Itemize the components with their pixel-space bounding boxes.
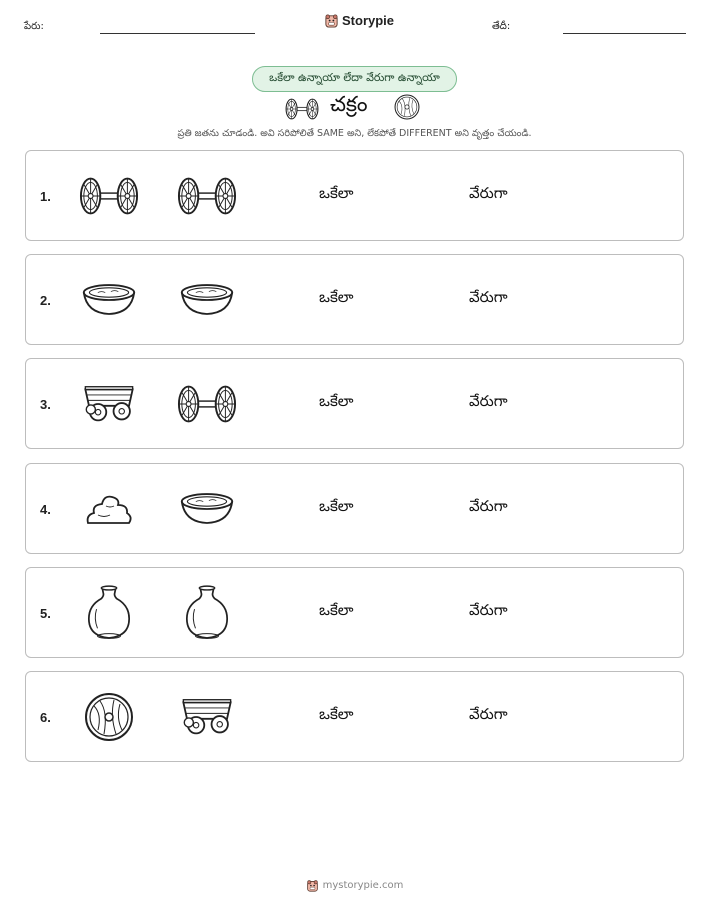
topic-pill: ఒకేలా ఉన్నాయా లేదా వేరుగా ఉన్నాయా [252,66,457,92]
date-label: తేదీ: [492,21,511,32]
pot-icon [85,584,133,642]
left-picture [78,694,140,740]
question-number: 5. [40,606,51,621]
date-field-line[interactable] [563,33,686,34]
name-field-line[interactable] [100,33,255,34]
same-option[interactable]: ఒకేలా [319,392,354,410]
different-option[interactable]: వేరుగా [469,601,508,619]
axle-wheels-icon [177,176,237,216]
different-option[interactable]: వేరుగా [469,497,508,515]
question-row [25,254,684,345]
different-option[interactable]: వేరుగా [469,184,508,202]
right-picture [176,381,238,427]
question-row [25,358,684,449]
wooden-wheel-icon [394,94,420,120]
footer-url: mystorypie.com [322,880,404,891]
name-label: పేరు: [24,21,44,32]
worksheet-header [0,0,709,40]
question-row [25,567,684,658]
left-picture [78,486,140,532]
cart-icon [179,697,235,737]
question-row [25,150,684,241]
same-option[interactable]: ఒకేలా [319,288,354,306]
cart-icon [81,384,137,424]
same-option[interactable]: ఒకేలా [319,601,354,619]
instructions: ప్రతి జతను చూడండి. అవి సరిపోలితే SAME అని, లేకపోతే DIFFERENT అని వృత్తం చేయండి. [177,128,532,139]
title-row [0,92,709,122]
dough-icon [84,491,134,527]
brand-name: Storypie [342,13,395,28]
left-picture [78,173,140,219]
storypie-logo-icon [306,879,319,892]
different-option[interactable]: వేరుగా [469,705,508,723]
same-option[interactable]: ఒకేలా [319,184,354,202]
storypie-logo-icon [324,13,339,28]
right-picture [176,486,238,532]
question-number: 3. [40,397,51,412]
bowl-icon [179,492,235,526]
left-picture [78,590,140,636]
same-option[interactable]: ఒకేలా [319,497,354,515]
bowl-icon [81,283,137,317]
axle-wheels-icon [177,384,237,424]
question-number: 1. [40,189,51,204]
bowl-icon [179,283,235,317]
wooden-wheel-icon [84,692,134,742]
different-option[interactable]: వేరుగా [469,288,508,306]
right-picture [176,590,238,636]
right-picture [176,277,238,323]
question-number: 2. [40,293,51,308]
pot-icon [183,584,231,642]
left-picture [78,381,140,427]
question-row [25,671,684,762]
question-row [25,463,684,554]
brand-logo [324,13,394,28]
right-picture [176,694,238,740]
different-option[interactable]: వేరుగా [469,392,508,410]
same-option[interactable]: ఒకేలా [319,705,354,723]
left-picture [78,277,140,323]
axle-wheels-icon [285,98,319,120]
right-picture [176,173,238,219]
page-title: చక్రం [330,92,368,116]
footer [0,879,709,892]
question-number: 6. [40,710,51,725]
question-number: 4. [40,502,51,517]
axle-wheels-icon [79,176,139,216]
